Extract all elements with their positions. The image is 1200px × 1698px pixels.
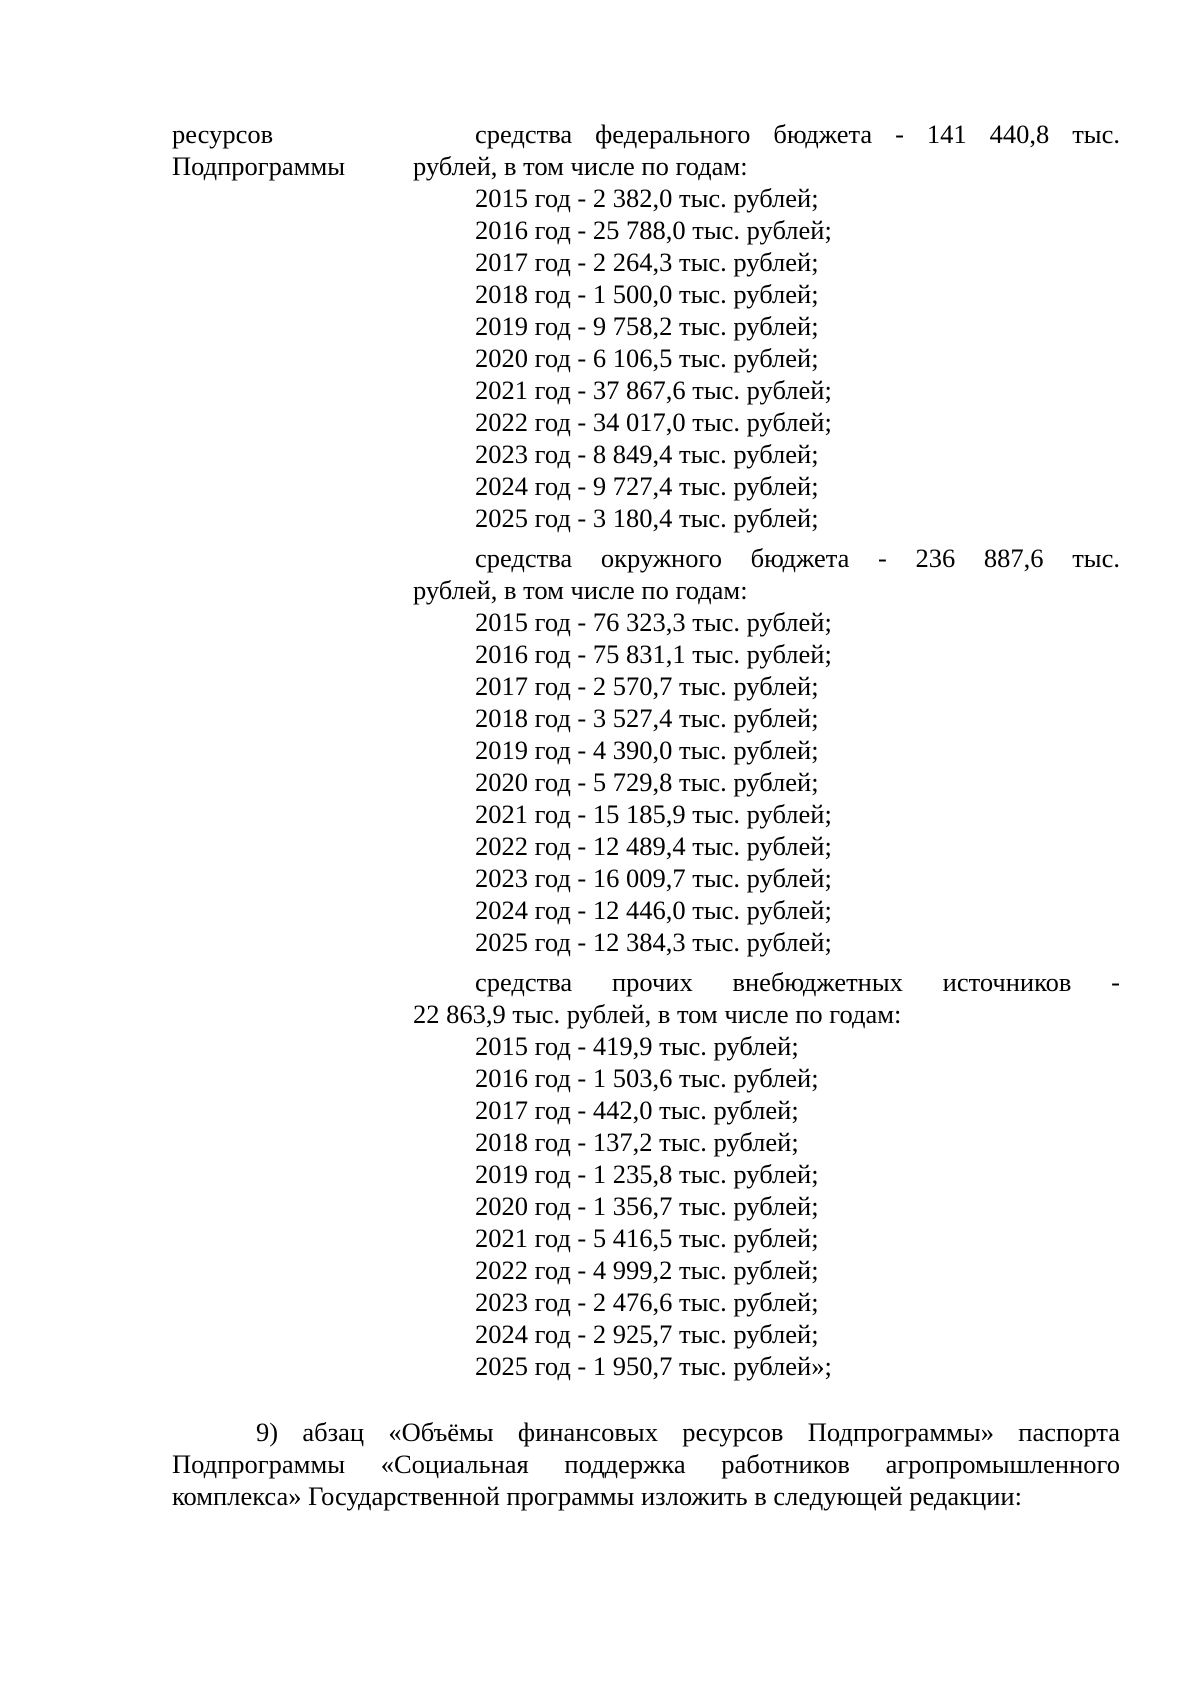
federal-year-line: 2025 год - 3 180,4 тыс. рублей;: [475, 503, 819, 533]
district-year-line: 2019 год - 4 390,0 тыс. рублей;: [475, 735, 819, 765]
other-year-line: 2021 год - 5 416,5 тыс. рублей;: [475, 1223, 819, 1253]
district-year-line: 2016 год - 75 831,1 тыс. рублей;: [475, 639, 832, 669]
district-year-line: 2020 год - 5 729,8 тыс. рублей;: [475, 767, 819, 797]
other-year-line: 2020 год - 1 356,7 тыс. рублей;: [475, 1191, 819, 1221]
other-heading: средства прочих внебюджетных источников -: [475, 967, 1120, 997]
other-year-line: 2024 год - 2 925,7 тыс. рублей;: [475, 1319, 819, 1349]
district-year-line: 2018 год - 3 527,4 тыс. рублей;: [475, 703, 819, 733]
other-subheading: 22 863,9 тыс. рублей, в том числе по годам:: [413, 999, 902, 1029]
federal-heading: средства федерального бюджета - 141 440,8 тыс.: [475, 119, 1120, 149]
district-year-line: 2025 год - 12 384,3 тыс. рублей;: [475, 927, 832, 957]
paragraph-9-line-2: Подпрограммы «Социальная поддержка работников агропромышленного: [172, 1449, 1120, 1479]
district-year-line: 2021 год - 15 185,9 тыс. рублей;: [475, 799, 832, 829]
federal-year-line: 2017 год - 2 264,3 тыс. рублей;: [475, 247, 819, 277]
federal-year-line: 2018 год - 1 500,0 тыс. рублей;: [475, 279, 819, 309]
other-year-line: 2023 год - 2 476,6 тыс. рублей;: [475, 1287, 819, 1317]
other-year-line: 2015 год - 419,9 тыс. рублей;: [475, 1031, 799, 1061]
federal-year-line: 2015 год - 2 382,0 тыс. рублей;: [475, 183, 819, 213]
left-label-line-1: ресурсов: [172, 119, 274, 149]
left-label-line-2: Подпрограммы: [172, 151, 346, 181]
other-year-line: 2016 год - 1 503,6 тыс. рублей;: [475, 1063, 819, 1093]
district-subheading: рублей, в том числе по годам:: [413, 575, 748, 605]
other-year-line: 2022 год - 4 999,2 тыс. рублей;: [475, 1255, 819, 1285]
federal-year-line: 2022 год - 34 017,0 тыс. рублей;: [475, 407, 832, 437]
federal-subheading: рублей, в том числе по годам:: [413, 151, 748, 181]
district-year-line: 2015 год - 76 323,3 тыс. рублей;: [475, 607, 832, 637]
other-year-line: 2018 год - 137,2 тыс. рублей;: [475, 1127, 799, 1157]
district-year-line: 2017 год - 2 570,7 тыс. рублей;: [475, 671, 819, 701]
federal-year-line: 2024 год - 9 727,4 тыс. рублей;: [475, 471, 819, 501]
federal-year-line: 2021 год - 37 867,6 тыс. рублей;: [475, 375, 832, 405]
district-year-line: 2022 год - 12 489,4 тыс. рублей;: [475, 831, 832, 861]
district-year-line: 2023 год - 16 009,7 тыс. рублей;: [475, 863, 832, 893]
federal-year-line: 2023 год - 8 849,4 тыс. рублей;: [475, 439, 819, 469]
federal-year-line: 2019 год - 9 758,2 тыс. рублей;: [475, 311, 819, 341]
other-year-line: 2025 год - 1 950,7 тыс. рублей»;: [475, 1351, 832, 1381]
federal-year-line: 2016 год - 25 788,0 тыс. рублей;: [475, 215, 832, 245]
district-heading: средства окружного бюджета - 236 887,6 тыс.: [475, 543, 1120, 573]
federal-year-line: 2020 год - 6 106,5 тыс. рублей;: [475, 343, 819, 373]
other-year-line: 2019 год - 1 235,8 тыс. рублей;: [475, 1159, 819, 1189]
other-year-line: 2017 год - 442,0 тыс. рублей;: [475, 1095, 799, 1125]
paragraph-9-line-3: комплекса» Государственной программы изложить в следующей редакции:: [172, 1481, 1022, 1511]
paragraph-9-line-1: 9) абзац «Объёмы финансовых ресурсов Подпрограммы» паспорта: [256, 1417, 1120, 1447]
district-year-line: 2024 год - 12 446,0 тыс. рублей;: [475, 895, 832, 925]
